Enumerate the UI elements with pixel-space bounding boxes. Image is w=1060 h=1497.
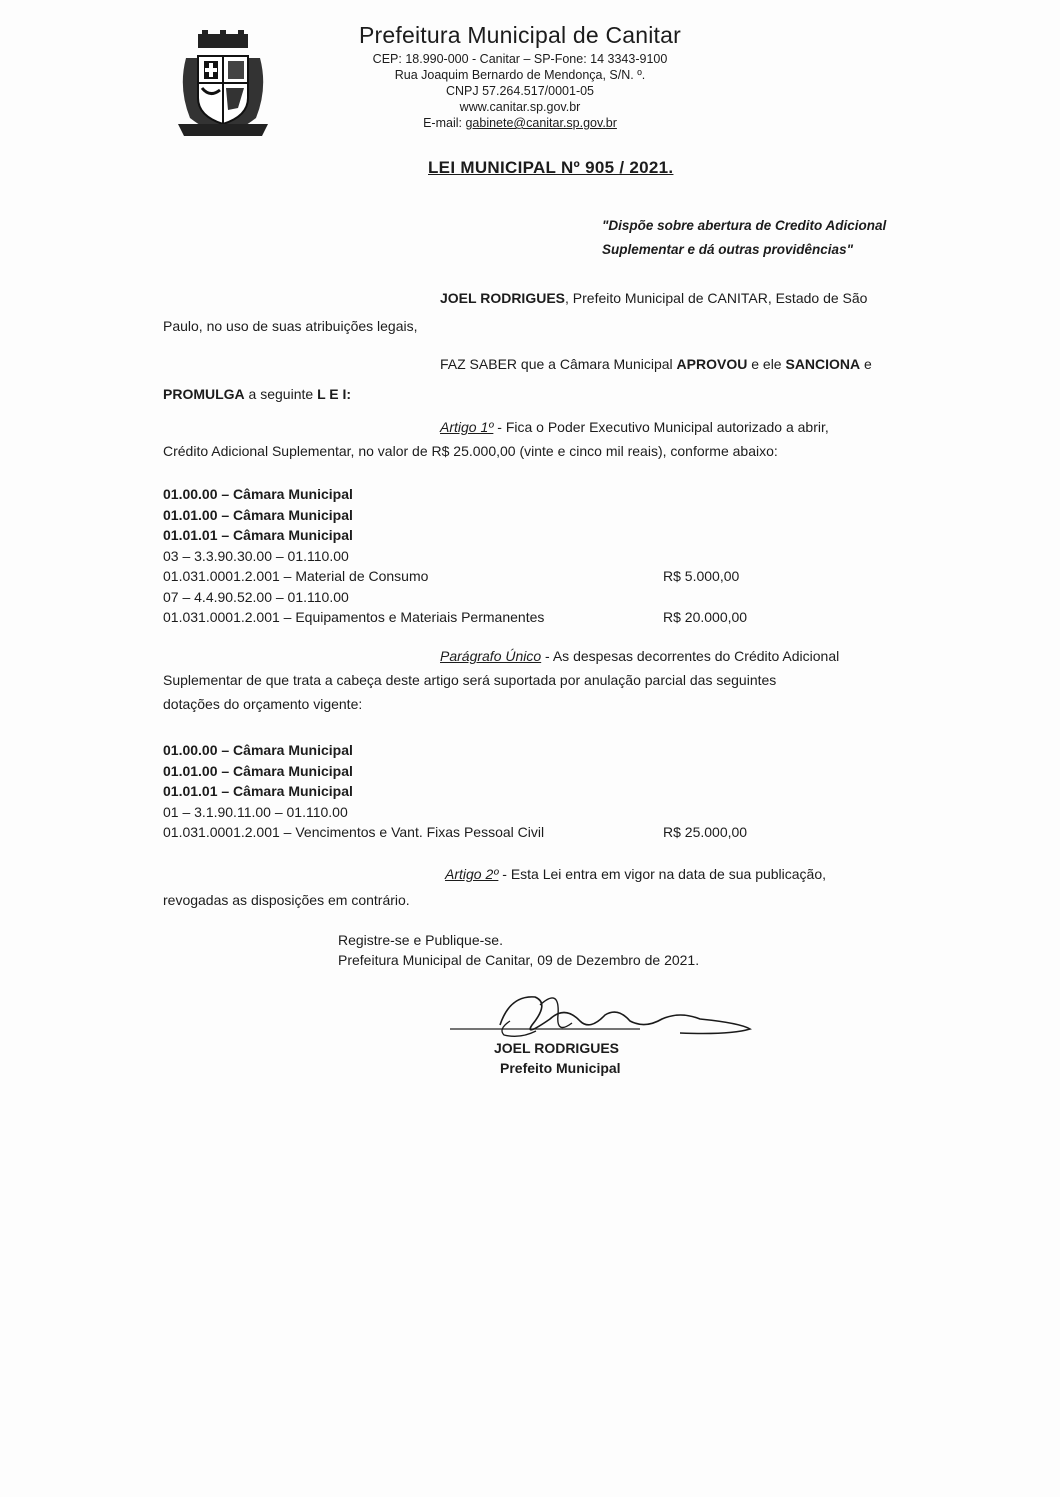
ementa-line-2: Suplementar e dá outras providências" xyxy=(602,242,853,257)
budget-line xyxy=(163,484,544,505)
budget-line-amount: R$ 5.000,00 xyxy=(663,568,740,584)
budget-line-text: 01.01.01 – Câmara Municipal xyxy=(163,527,353,543)
ementa-line-1: "Dispõe sobre abertura de Credito Adicional xyxy=(602,218,887,233)
budget-line-text: 01.031.0001.2.001 – Equipamentos e Materiais Permanentes xyxy=(163,609,545,625)
promulga-text: PROMULGA xyxy=(163,386,245,402)
budget-line xyxy=(163,822,748,843)
signatory-role: Prefeito Municipal xyxy=(500,1060,621,1076)
website-link[interactable]: www.canitar.sp.gov.br xyxy=(459,100,581,114)
budget-line xyxy=(163,525,544,546)
email-link[interactable]: gabinete@canitar.sp.gov.br xyxy=(465,116,617,130)
budget-line-text: 01 – 3.1.90.11.00 – 01.110.00 xyxy=(163,803,348,820)
address-line: Rua Joaquim Bernardo de Mendonça, S/N. º. xyxy=(394,68,646,82)
budget-line xyxy=(163,781,544,802)
budget-line-text: 01.01.00 – Câmara Municipal xyxy=(163,762,353,779)
mayor-name: JOEL RODRIGUES xyxy=(440,290,565,306)
artigo2-line-1 xyxy=(445,864,970,884)
budget-line xyxy=(163,802,544,823)
closing-line-1: Registre-se e Publique-se. xyxy=(338,932,503,948)
preamble-line-2: Paulo, no uso de suas atribuições legais, xyxy=(163,318,418,334)
budget-line-text: 01.031.0001.2.001 – Vencimentos e Vant. Fixas Pessoal Civil xyxy=(163,824,545,840)
coat-of-arms-icon xyxy=(168,28,278,138)
budget-line-text: 01.01.00 – Câmara Municipal xyxy=(163,506,353,523)
allocation-list xyxy=(163,484,748,628)
faz-saber-line-1 xyxy=(440,354,965,374)
budget-line xyxy=(163,740,544,761)
preamble-line-1 xyxy=(440,288,965,308)
paragrafo-line-1 xyxy=(440,646,965,666)
closing-line-2: Prefeitura Municipal de Canitar, 09 de Dezembro de 2021. xyxy=(338,952,700,968)
budget-line-text: 01.00.00 – Câmara Municipal xyxy=(163,486,353,502)
artigo2-label: Artigo 2º xyxy=(445,866,499,882)
annulment-list xyxy=(163,740,748,843)
artigo2-text: - Esta Lei entra em vigor na data de sua publicação, xyxy=(498,866,827,882)
budget-line xyxy=(163,546,544,567)
paragrafo-line-3: dotações do orçamento vigente: xyxy=(163,696,363,712)
artigo2-line-2: revogadas as disposições em contrário. xyxy=(163,892,410,908)
paragrafo-label: Parágrafo Único xyxy=(440,648,542,664)
preamble-rest: , Prefeito Municipal de CANITAR, Estado de São xyxy=(565,290,868,306)
budget-line-amount: R$ 25.000,00 xyxy=(663,824,748,840)
email-line xyxy=(300,115,740,131)
budget-line xyxy=(163,566,740,587)
faz-saber-line-2 xyxy=(163,384,351,404)
paragrafo-line-2: Suplementar de que trata a cabeça deste artigo será suportada por anulação parcial das seguintes xyxy=(163,672,777,688)
lei-text: L E I: xyxy=(317,386,352,402)
budget-line-amount: R$ 20.000,00 xyxy=(663,609,748,625)
faz-saber-text: FAZ SABER que a Câmara Municipal xyxy=(440,356,677,372)
email-label: E-mail: xyxy=(423,116,462,130)
faz-saber-text-2: e ele xyxy=(747,356,786,372)
artigo1-label: Artigo 1º xyxy=(440,419,494,435)
paragrafo-text: - As despesas decorrentes do Crédito Adicional xyxy=(541,648,840,664)
faz-saber-text-3: e xyxy=(860,356,872,372)
artigo1-text: - Fica o Poder Executivo Municipal autorizado a abrir, xyxy=(493,419,829,435)
cnpj-line: CNPJ 57.264.517/0001-05 xyxy=(445,84,595,98)
law-title-text: LEI MUNICIPAL Nº 905 / 2021. xyxy=(428,158,674,177)
artigo1-line-2: Crédito Adicional Suplementar, no valor de R$ 25.000,00 (vinte e cinco mil reais), conforme abaixo: xyxy=(163,443,778,459)
ementa xyxy=(602,214,962,262)
budget-line xyxy=(163,587,544,608)
signatory-name: JOEL RODRIGUES xyxy=(494,1040,619,1056)
sanciona-text: SANCIONA xyxy=(785,356,861,372)
budget-line xyxy=(163,761,544,782)
budget-line-text: 01.01.01 – Câmara Municipal xyxy=(163,783,353,799)
letterhead xyxy=(300,22,740,131)
law-title xyxy=(428,158,673,178)
budget-line-text: 01.00.00 – Câmara Municipal xyxy=(163,742,353,758)
cep-line: CEP: 18.990-000 - Canitar – SP-Fone: 14 3343-9100 xyxy=(372,52,668,66)
budget-line-text: 07 – 4.4.90.52.00 – 01.110.00 xyxy=(163,588,349,605)
aprovou-text: APROVOU xyxy=(676,356,748,372)
artigo1-line-1 xyxy=(440,417,965,437)
budget-line-text: 01.031.0001.2.001 – Material de Consumo xyxy=(163,568,429,584)
budget-line xyxy=(163,505,544,526)
faz-saber-text-4: a seguinte xyxy=(244,386,318,402)
budget-line-text: 03 – 3.3.90.30.00 – 01.110.00 xyxy=(163,547,349,564)
budget-line xyxy=(163,607,748,628)
org-name: Prefeitura Municipal de Canitar xyxy=(359,22,681,48)
